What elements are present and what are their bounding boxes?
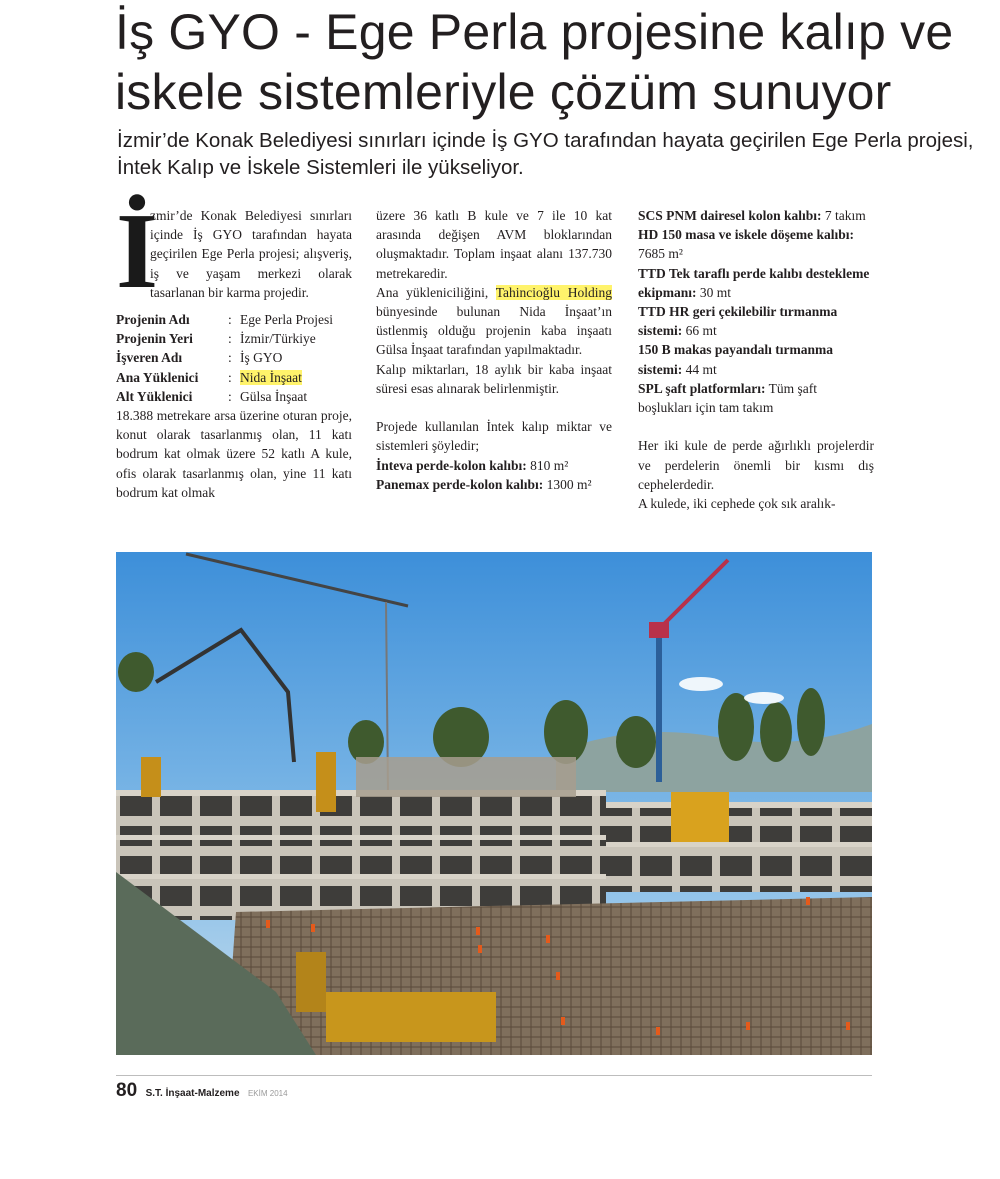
formwork-item [638, 206, 874, 225]
magazine-name: S.T. İnşaat-Malzeme [145, 1088, 240, 1099]
project-info-row [116, 368, 352, 387]
info-value-text: Gülsa İnşaat [240, 388, 308, 404]
info-value [240, 368, 352, 387]
info-value [240, 348, 352, 367]
col2-formwork-list [376, 456, 612, 494]
article-title: İş GYO - Ege Perla projesine kalıp ve iskele sistemleriyle çözüm sunuyor [115, 4, 954, 120]
info-separator: : [228, 350, 232, 366]
formwork-item [638, 302, 874, 340]
info-value-text: Nida İnşaat [240, 369, 302, 385]
formwork-item-value: 66 mt [682, 323, 717, 339]
info-separator: : [228, 388, 232, 404]
formwork-item [638, 264, 874, 302]
info-separator: : [228, 369, 232, 385]
info-value-text: Ege Perla Projesi [240, 312, 333, 328]
info-label: Projenin Yeri [116, 331, 193, 347]
formwork-item [638, 379, 874, 417]
info-label: Ana Yüklenici [116, 369, 199, 385]
construction-site-photo [116, 552, 872, 1055]
article-lead: İzmir’de Konak Belediyesi sınırları içinde İş GYO tarafından hayata geçirilen Ege Perla projesi, İntek Kalıp ve İskele Sistemleri ile yükseliyor. [117, 129, 974, 179]
formwork-item-name: SCS PNM dairesel kolon kalıbı: [638, 208, 822, 223]
info-label: İşveren Adı [116, 350, 183, 366]
col3-paragraph-2: A kulede, iki cephede çok sık aralık- [638, 496, 836, 512]
formwork-item-name: 150 B makas payandalı tırmanma sistemi: [638, 342, 834, 377]
p2-after: bünyesinde bulunan Nida İnşaat’ın üstlenmiş olduğu projenin kaba inşaatı Gülsa İnşaat tarafından yapılmaktadır. [376, 304, 612, 358]
formwork-item [376, 456, 612, 475]
col2-paragraph-3: Kalıp miktarları, 18 aylık bir kaba inşaat süresi esas alınarak belirlenmiştir. [376, 361, 612, 396]
spacer [376, 398, 612, 417]
info-separator: : [228, 312, 232, 328]
spacer [638, 417, 874, 436]
column-1 [116, 192, 352, 502]
formwork-item-name: TTD Tek taraflı perde kalıbı destekleme ekipmanı: [638, 265, 870, 300]
formwork-item-value: 44 mt [682, 361, 717, 377]
p2-before: Ana yükleniciliğini, [376, 284, 496, 300]
col2-paragraph-4: Projede kullanılan İntek kalıp miktar ve sistemleri şöyledir; [376, 419, 612, 454]
project-info-row [116, 387, 352, 406]
formwork-item-name: Panemax perde-kolon kalıbı: [376, 476, 544, 492]
column-3 [638, 206, 874, 513]
project-info-table [116, 310, 352, 406]
formwork-item-value: 1300 m² [543, 476, 592, 492]
info-value-text: İzmir/Türkiye [240, 331, 316, 347]
col3-paragraph-1: Her iki kule de perde ağırlıklı projelerdir ve perdelerin önemli bir kısmı dış cephelerdedir. [638, 438, 874, 492]
intro-text: zmir’de Konak Belediyesi sınırları içinde İş GYO tarafından hayata geçirilen Ege Perla projesi; alışveriş, iş ve yaşam merkezi olarak tasarlanan bir karma projedir. [150, 208, 352, 300]
col2-paragraph-1: üzere 36 katlı B kule ve 7 ile 10 kat arasında değişen AVM bloklarından oluşmaktadır. Toplam inşaat alanı 137.730 metrekaredir. [376, 208, 612, 281]
project-info-row [116, 329, 352, 348]
formwork-item-value: 7685 m² [638, 246, 683, 262]
highlight-tahincioglu: Tahincioğlu Holding [495, 284, 612, 300]
info-value [240, 310, 352, 329]
info-value [240, 387, 352, 406]
formwork-item-name: TTD HR geri çekilebilir tırmanma sistemi: [638, 304, 838, 339]
info-separator: : [228, 331, 232, 347]
intro-paragraph [116, 192, 352, 311]
formwork-item-value: 810 m² [526, 457, 569, 473]
page-footer [116, 1080, 288, 1102]
drop-cap: İ [116, 192, 159, 311]
formwork-item-name: SPL şaft platformları: [638, 380, 766, 396]
formwork-item [638, 225, 874, 263]
formwork-item [376, 475, 612, 494]
formwork-item-value: Tüm şaft boşlukları için tam takım [638, 380, 817, 416]
info-label: Alt Yüklenici [116, 388, 193, 404]
project-info-row [116, 310, 352, 329]
info-value [240, 329, 352, 348]
info-value-text: İş GYO [240, 350, 283, 366]
formwork-item-name: İnteva perde-kolon kalıbı: [376, 457, 527, 473]
formwork-item [638, 340, 874, 378]
issue-date: EKİM 2014 [247, 1089, 288, 1098]
footer-rule [116, 1075, 872, 1076]
page-number: 80 [116, 1080, 138, 1101]
info-label: Projenin Adı [116, 312, 190, 328]
formwork-item-value: 30 mt [696, 284, 732, 300]
formwork-item-name: HD 150 masa ve iskele döşeme kalıbı: [638, 227, 854, 243]
col1-continuation: 18.388 metrekare arsa üzerine oturan proje, konut olarak tasarlanmış olan, 11 katı bodrum kat olmak üzere 52 katlı A kule, ofis olarak tasarlanmış olan, yine 11 katı bodrum kat olmak [116, 408, 352, 500]
project-info-row [116, 348, 352, 367]
col2-paragraph-2 [376, 283, 612, 360]
col3-formwork-list [638, 206, 874, 417]
column-2 [376, 206, 612, 494]
formwork-item-value: 7 takım [821, 208, 866, 223]
